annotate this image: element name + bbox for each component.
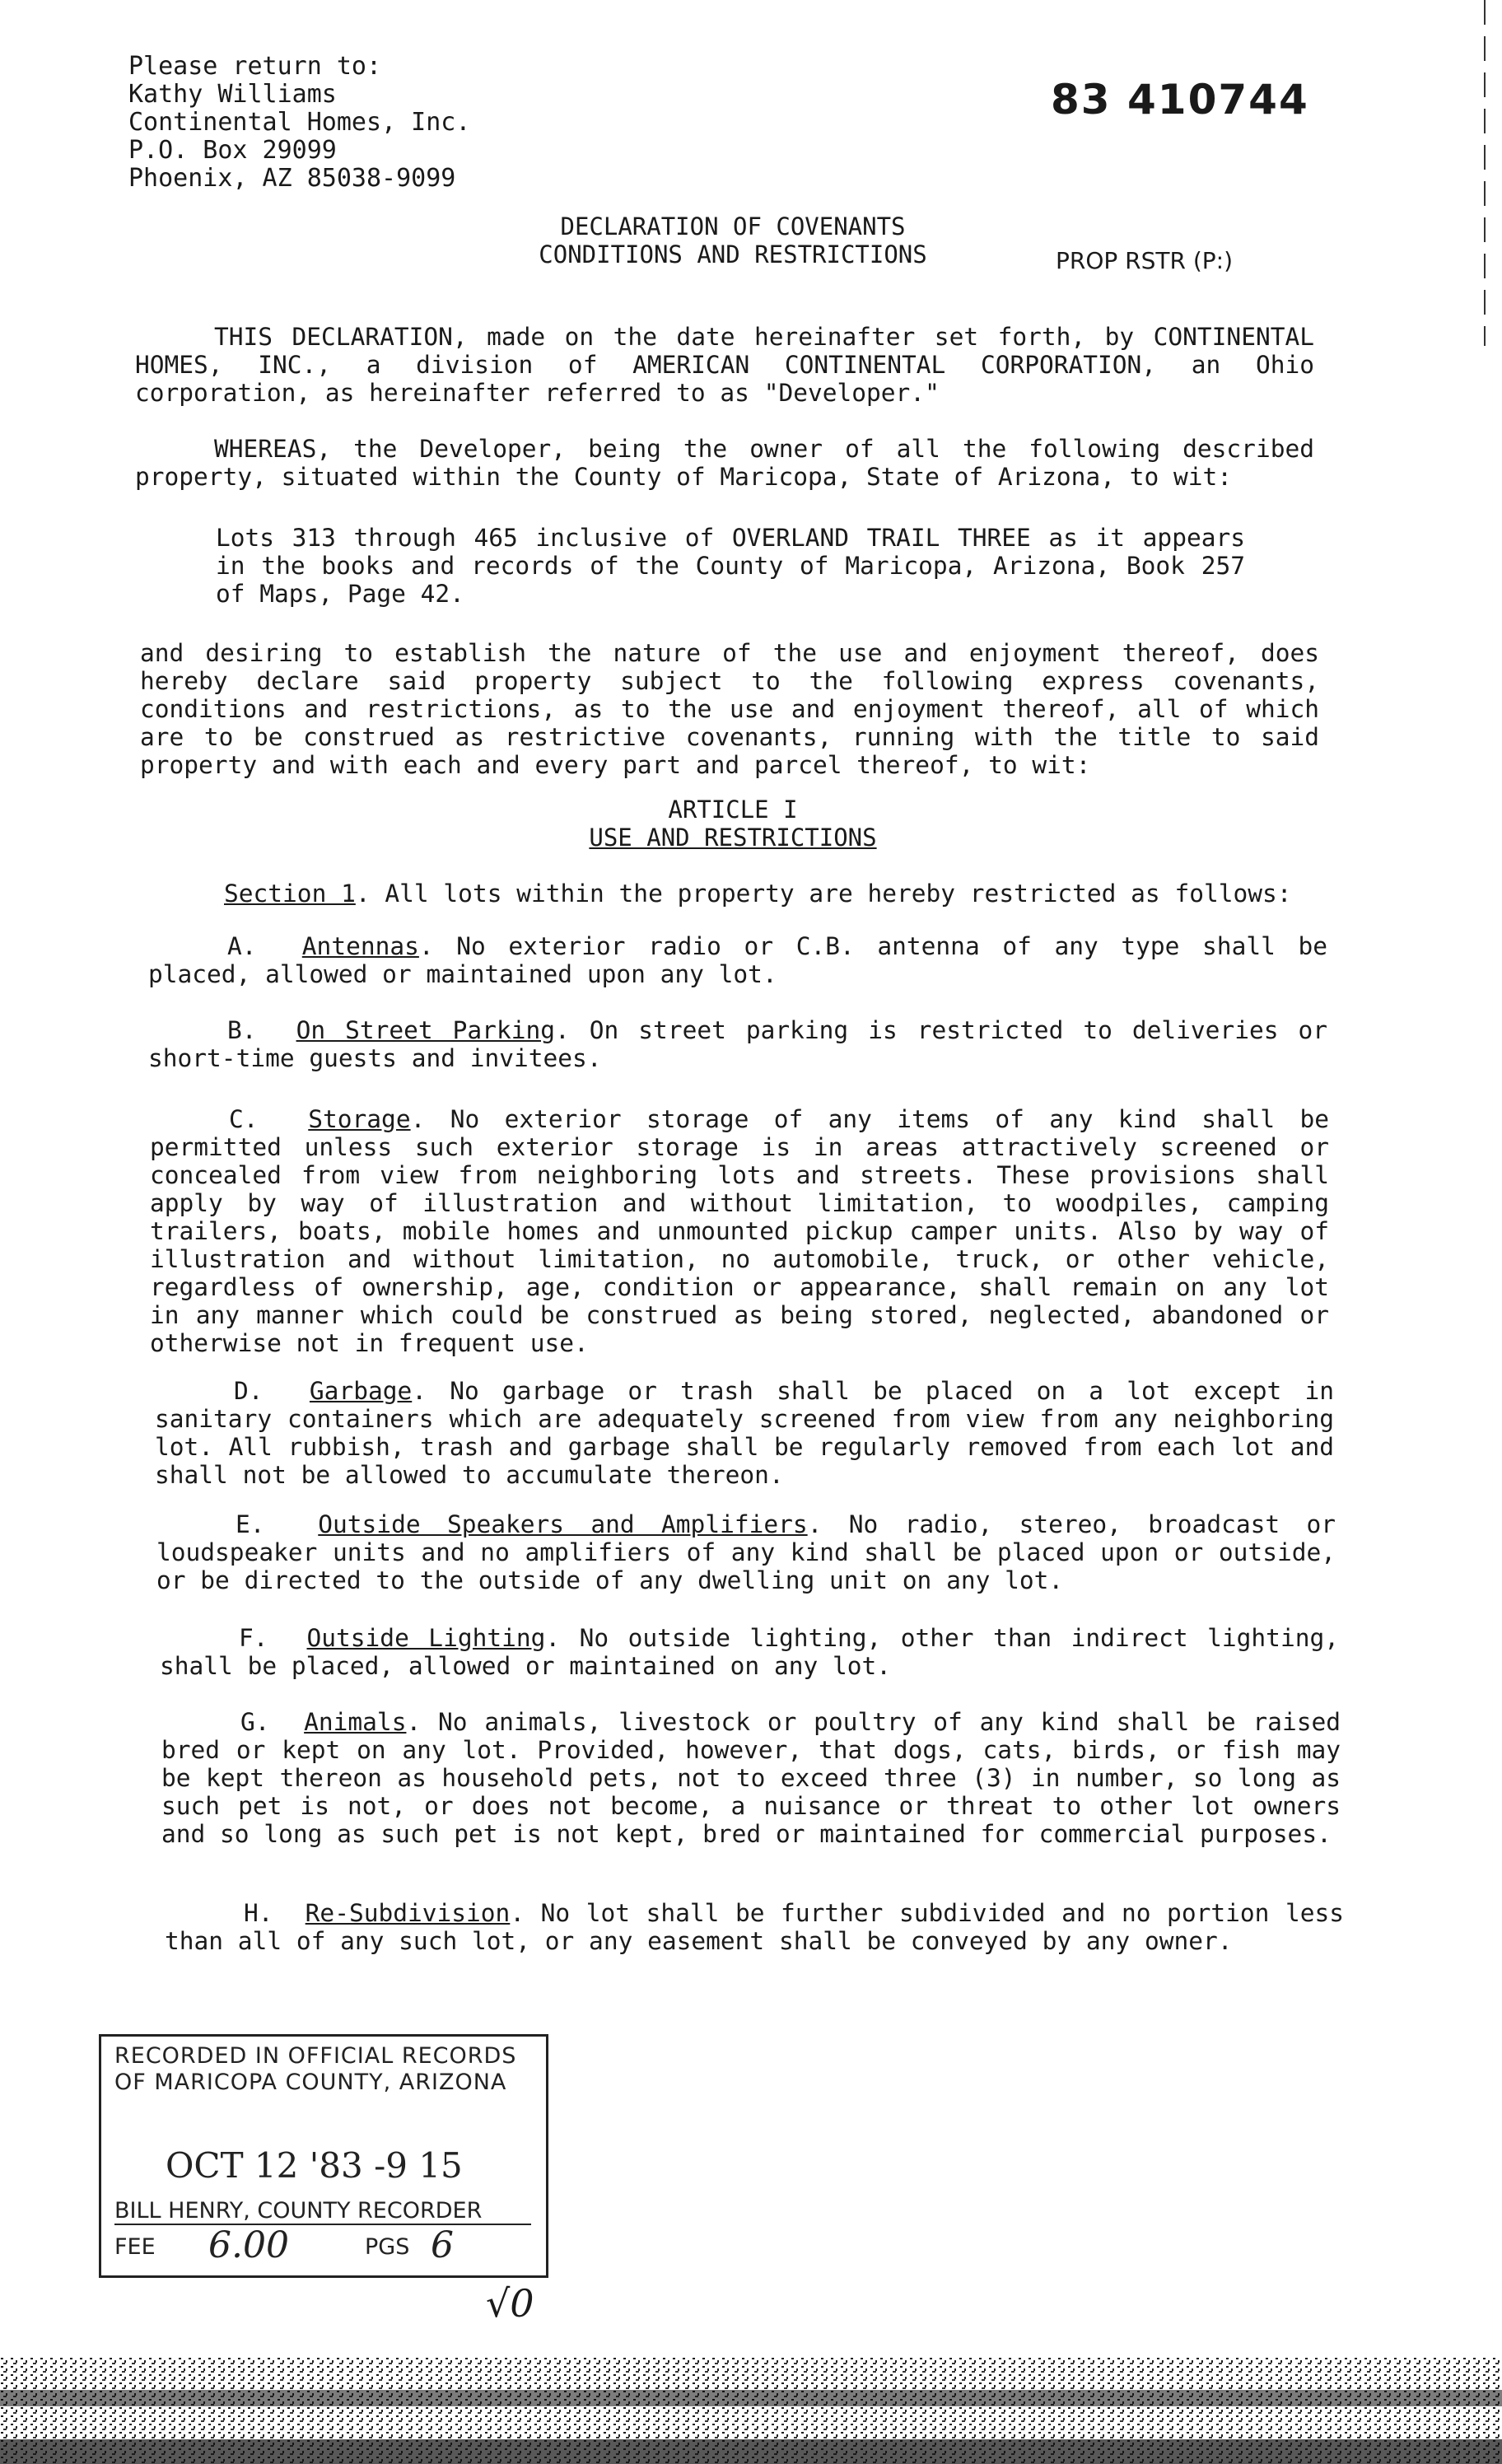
item-letter: H. <box>244 1899 273 1927</box>
stamp-pgs-value: 6 <box>431 2224 454 2266</box>
item-text: . No exterior radio or C.B. antenna of any type shall be placed, allowed or maintained upon any lot. <box>148 932 1327 988</box>
recording-stamp <box>99 2034 548 2278</box>
document-title <box>461 212 1005 268</box>
item-title: Outside Lighting <box>306 1624 546 1652</box>
scan-noise-band <box>0 2357 1502 2464</box>
stamp-pgs-label: PGS <box>365 2234 410 2260</box>
document-number: 83 410744 <box>1051 76 1309 124</box>
return-line: Phoenix, AZ 85038-9099 <box>128 164 456 193</box>
section-label: Section 1 <box>224 880 356 908</box>
item-title: On Street Parking <box>296 1016 555 1044</box>
return-line: P.O. Box 29099 <box>128 136 337 165</box>
return-address-block <box>128 53 470 193</box>
section-1 <box>145 880 1324 908</box>
desiring-paragraph: and desiring to establish the nature of the use and enjoyment thereof, does hereby declare said property subject to the following express covenants, conditions and restrictions, as to the use and enjoyment thereof, all of which are to be construed as restrictive covenants, running with the title to said property and with each and every part and parcel thereof, to wit: <box>140 639 1319 779</box>
item-letter: G. <box>240 1708 270 1736</box>
title-line: DECLARATION OF COVENANTS <box>560 212 906 240</box>
return-line: Kathy Williams <box>128 80 337 109</box>
item-storage <box>150 1105 1329 1357</box>
whereas-text: WHEREAS, the Developer, being the owner of all the following described property, situated within the County of Maricopa, State of Arizona, to wit: <box>135 435 1314 491</box>
scan-edge-mark <box>1482 0 1487 346</box>
item-letter: D. <box>234 1377 264 1405</box>
item-text: . No garbage or trash shall be placed on a lot except in sanitary containers which are adequately screened from view from any neighboring lot. All rubbish, trash and garbage shall be regularly removed from each lot and shall not be allowed to accumulate thereon. <box>155 1377 1334 1489</box>
whereas-paragraph <box>135 435 1314 491</box>
return-line: Continental Homes, Inc. <box>128 108 471 137</box>
section-text: . All lots within the property are hereby restricted as follows: <box>355 880 1292 908</box>
handwritten-mark: √0 <box>486 2281 534 2326</box>
lots-paragraph: Lots 313 through 465 inclusive of OVERLAND TRAIL THREE as it appears in the books and records of the County of Maricopa, Arizona, Book 257 of Maps, Page 42. <box>216 524 1245 608</box>
item-letter: A. <box>227 932 257 960</box>
prop-code: PROP RSTR (P:) <box>1056 247 1234 274</box>
item-title: Re-Subdivision <box>305 1899 511 1927</box>
item-outside-lighting <box>160 1624 1339 1680</box>
item-text: . No radio, stereo, broadcast or loudspeaker units and no amplifiers of any kind shall be placed upon or outside, or be directed to the outside of any dwelling unit on any lot. <box>156 1510 1336 1594</box>
item-text: . On street parking is restricted to deliveries or short-time guests and invitees. <box>148 1016 1328 1072</box>
item-text: . No animals, livestock or poultry of any kind shall be raised bred or kept on any lot. Provided, however, that dogs, cats, birds, or fish may be kept thereon as household pets, not to exceed three (3) in number, so long as such pet is not, or does not become, a nuisance or threat to other lot owners and so long as such pet is not kept, bred or maintained for commercial purposes. <box>161 1708 1341 1848</box>
item-re-subdivision <box>165 1899 1344 1955</box>
stamp-fee-label: FEE <box>114 2234 156 2260</box>
item-garbage <box>155 1377 1334 1489</box>
item-outside-speakers <box>156 1510 1336 1594</box>
item-title: Storage <box>308 1105 411 1133</box>
intro-paragraph <box>135 323 1314 407</box>
stamp-line: OF MARICOPA COUNTY, ARIZONA <box>114 2070 507 2095</box>
item-letter: C. <box>229 1105 259 1133</box>
item-letter: F. <box>239 1624 268 1652</box>
item-letter: B. <box>227 1016 257 1044</box>
title-line: CONDITIONS AND RESTRICTIONS <box>539 240 927 268</box>
return-line: Please return to: <box>128 52 382 81</box>
item-animals <box>161 1708 1341 1848</box>
article-title: USE AND RESTRICTIONS <box>589 824 877 852</box>
item-title: Animals <box>304 1708 407 1736</box>
item-antennas <box>148 932 1327 988</box>
article-heading <box>560 796 906 852</box>
item-text: . No outside lighting, other than indirect lighting, shall be placed, allowed or maintained on any lot. <box>160 1624 1339 1680</box>
intro-text: THIS DECLARATION, made on the date hereinafter set forth, by CONTINENTAL HOMES, INC., a division of AMERICAN CONTINENTAL CORPORATION, an Ohio corporation, as hereinafter referred to as "Developer." <box>135 323 1314 407</box>
item-on-street-parking <box>148 1016 1327 1072</box>
stamp-recorder: BILL HENRY, COUNTY RECORDER <box>114 2198 531 2225</box>
stamp-fee-value: 6.00 <box>208 2224 289 2266</box>
item-title: Garbage <box>309 1377 413 1405</box>
item-title: Antennas <box>301 932 419 960</box>
stamp-date: OCT 12 '83 -9 15 <box>166 2145 463 2186</box>
item-text: . No exterior storage of any items of any kind shall be permitted unless such exterior storage is in areas attractively screened or concealed from view from neighboring lots and streets. These provisions shall apply by way of illustration and without limitation, to woodpiles, camping trailers, boats, mobile homes and unmounted pickup camper units. Also by way of illustration and without limitation, no automobile, truck, or other vehicle, regardless of ownership, age, condition or appearance, shall remain on any lot in any manner which could be construed as being stored, neglected, abandoned or otherwise not in frequent use. <box>150 1105 1329 1357</box>
stamp-line: RECORDED IN OFFICIAL RECORDS <box>114 2043 517 2069</box>
item-title: Outside Speakers and Amplifiers <box>318 1510 808 1538</box>
item-letter: E. <box>236 1510 265 1538</box>
article-number: ARTICLE I <box>668 796 798 824</box>
item-text: . No lot shall be further subdivided and no portion less than all of any such lot, or any easement shall be conveyed by any owner. <box>165 1899 1344 1955</box>
